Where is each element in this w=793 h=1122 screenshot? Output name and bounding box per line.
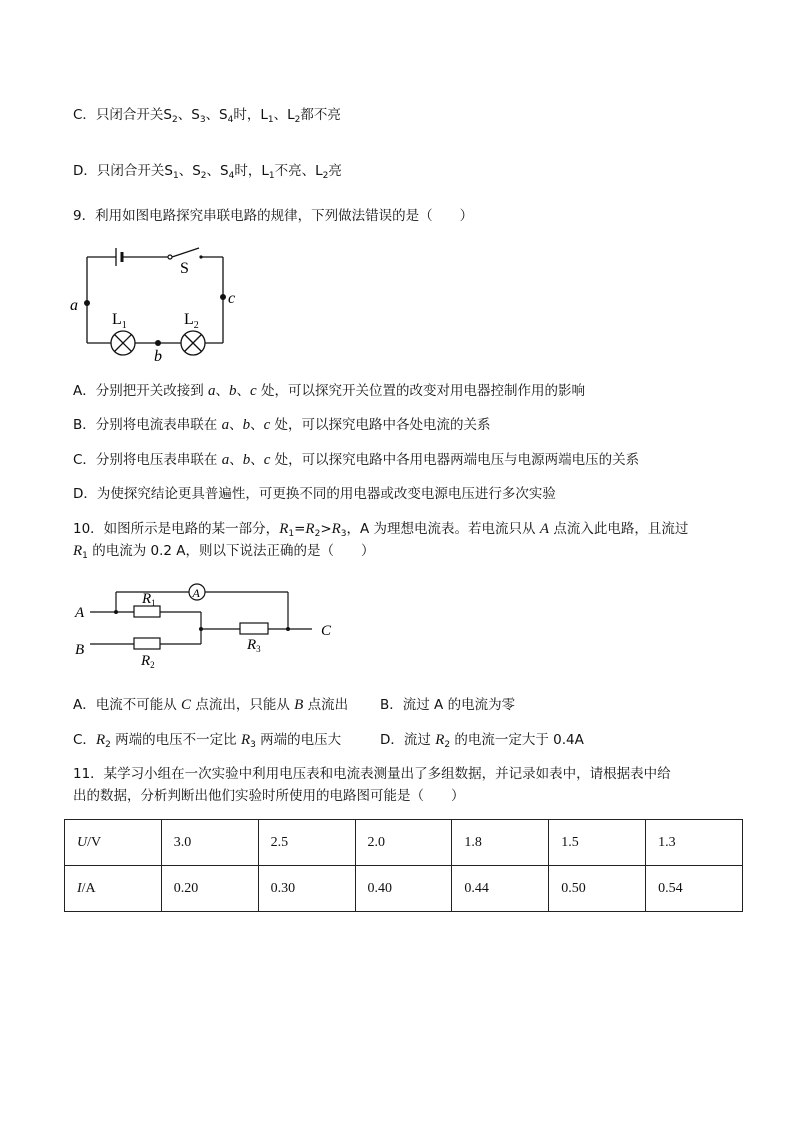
table-cell: 2.0	[355, 820, 452, 866]
junction-dot-a	[114, 610, 118, 614]
prev-option-c: C．只闭合开关$S_2$、$S_3$、$S_4$时，$L_1$、$L_2$都不亮	[73, 107, 341, 125]
switch-label: S	[180, 260, 189, 277]
table-cell: 1.5	[549, 820, 646, 866]
terminal-a-label: A	[75, 605, 85, 621]
terminal-c-label: C	[321, 623, 332, 639]
point-a-dot	[84, 300, 90, 306]
q10-option-b: B．流过 A 的电流为零	[380, 697, 516, 713]
terminal-b-label: B	[75, 642, 85, 658]
point-c-label: c	[228, 290, 236, 307]
q11-stem-line1: 11．某学习小组在一次实验中利用电压表和电流表测量出了多组数据，并记录如表中，请根据表中给	[73, 766, 671, 782]
q11-data-table	[64, 819, 743, 912]
q9-option-c: C．分别将电压表串联在 a、b、c 处，可以探究电路中各用电器两端电压与电源两端电压的关系	[73, 452, 640, 468]
lamp-l1-label: $L_1$	[112, 311, 127, 331]
switch-pivot	[168, 255, 172, 259]
point-b-label: b	[154, 348, 162, 365]
q11-stem-line2: 出的数据，分析判断出他们实验时所使用的电路图可能是（ ）	[73, 788, 465, 804]
lamp-l1-icon	[111, 331, 135, 355]
table-cell: 0.44	[452, 866, 549, 912]
ammeter-icon	[189, 584, 205, 600]
q9-option-a: A．分别把开关改接到 a、b、c 处，可以探究开关位置的改变对用电器控制作用的影响	[73, 383, 585, 399]
table-head-current: I/A	[65, 866, 162, 912]
r1-label: $R_1$	[142, 591, 156, 608]
point-b-dot	[155, 340, 161, 346]
table-row	[65, 866, 743, 912]
table-cell: 3.0	[161, 820, 258, 866]
junction-dot-right	[286, 627, 290, 631]
lamp-l2-label: $L_2$	[184, 311, 199, 331]
q10-stem-line1: 10．如图所示是电路的某一部分，$R_1=R_2>R_3$，A 为理想电流表。若电流只从 A 点流入此电路，且流过	[73, 521, 689, 539]
lamp-l2-icon	[181, 331, 205, 355]
q10-option-a: A．电流不可能从 C 点流出，只能从 B 点流出	[73, 697, 349, 713]
q10-circuit-diagram	[68, 578, 348, 673]
r3-label: $R_3$	[247, 637, 261, 654]
table-cell: 0.30	[258, 866, 355, 912]
q9-circuit-diagram	[68, 240, 248, 365]
q10-option-c: C．$R_2$ 两端的电压不一定比 $R_3$ 两端的电压大	[73, 732, 342, 750]
q9-option-b: B．分别将电流表串联在 a、b、c 处，可以探究电路中各处电流的关系	[73, 417, 491, 433]
table-cell: 1.8	[452, 820, 549, 866]
table-cell: 2.5	[258, 820, 355, 866]
table-cell: 1.3	[646, 820, 743, 866]
table-cell: 0.54	[646, 866, 743, 912]
table-cell: 0.40	[355, 866, 452, 912]
q10-stem-line2: $R_1$ 的电流为 0.2 A，则以下说法正确的是（ ）	[73, 543, 375, 561]
ammeter-label: A	[192, 586, 200, 600]
table-cell: 0.20	[161, 866, 258, 912]
q9-option-d: D．为使探究结论更具普遍性，可更换不同的用电器或改变电源电压进行多次实验	[73, 486, 556, 502]
point-c-dot	[220, 294, 226, 300]
junction-dot-mid	[199, 627, 203, 631]
prev-option-d: D．只闭合开关$S_1$、$S_2$、$S_4$时，$L_1$不亮、$L_2$亮	[73, 163, 342, 181]
r2-label: $R_2$	[141, 653, 155, 670]
table-head-voltage: U/V	[65, 820, 162, 866]
switch-contact	[199, 255, 202, 258]
q10-option-d: D．流过 $R_2$ 的电流一定大于 0.4A	[380, 732, 584, 750]
q9-stem: 9．利用如图电路探究串联电路的规律，下列做法错误的是（ ）	[73, 208, 474, 224]
point-a-label: a	[70, 297, 78, 314]
table-row	[65, 820, 743, 866]
table-cell: 0.50	[549, 866, 646, 912]
